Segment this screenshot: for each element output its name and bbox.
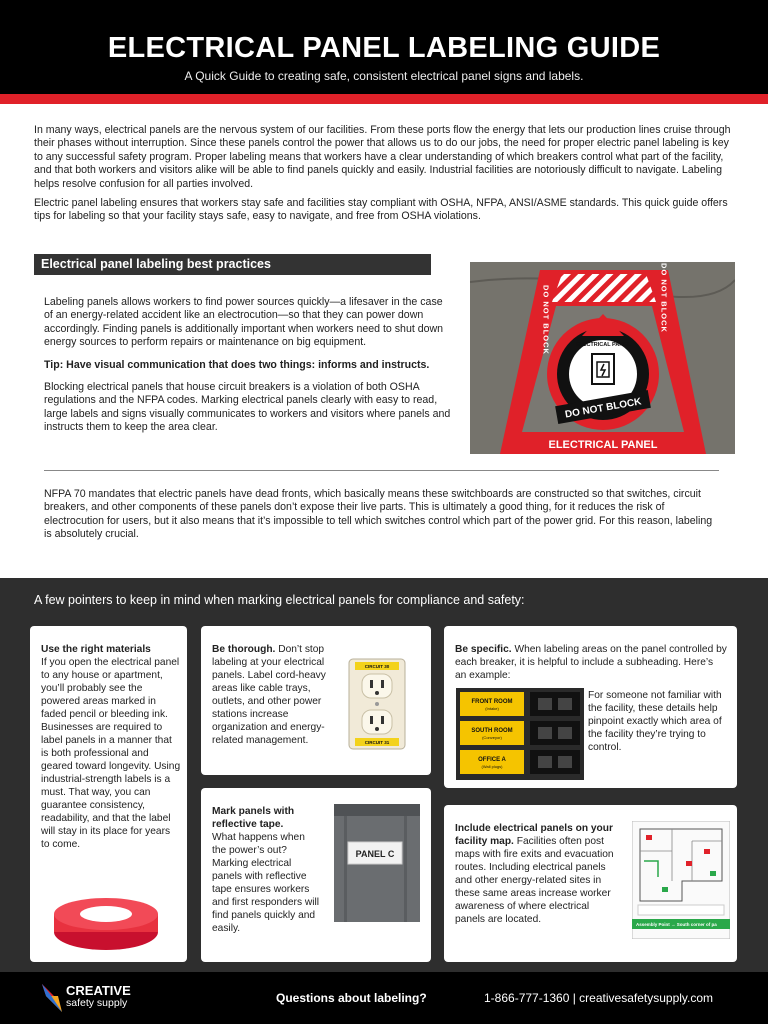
card-reflective-tape [201, 788, 431, 962]
card-heading: Include electrical panels on your facility map. [455, 823, 613, 847]
card-body: If you open the electrical panel to any house or apartment, you’ll probably see the powered areas marked in faded pencil or bleeding ink. Businesses are required to label panels in a manner that is both professional and geared toward longevity. Using industrial-strength labels is a must. That way, you can guarantee consistency, readability, and that the label will stay in its place for years to come. [41, 657, 181, 850]
logo-line-1: CREATIVE [66, 983, 131, 998]
outlet-label-top: CIRCUIT 30 [364, 664, 390, 669]
card-facility-map [444, 805, 737, 962]
facility-map-image [632, 821, 730, 939]
floor-sign-side-left: DO NOT BLOCK [541, 285, 551, 355]
footer-contact[interactable]: 1-866-777-1360 | creativesafetysupply.com [484, 991, 714, 1005]
section-divider [44, 470, 719, 471]
card-heading: Be thorough. [212, 644, 276, 655]
panel-c-image [334, 804, 420, 922]
floor-sign-circle-label: ELECTRICAL PANEL [575, 342, 631, 348]
best-practices-tip: Tip: Have visual communication that does two things: informs and instructs. [44, 358, 430, 371]
intro-section [34, 124, 734, 230]
intro-paragraph-2: Electric panel labeling ensures that workers stay safe and facilities stay compliant with OSHA, NFPA, ANSI/ASME standards. This quick guide offers tips for labeling so that your facility stays safe, easy to navigate, and free from OSHA violations. [34, 197, 728, 223]
card-heading: Use the right materials [41, 644, 151, 655]
svg-text:(Intake): (Intake) [485, 706, 499, 711]
outlet-label-bottom: CIRCUIT 31 [364, 740, 390, 745]
intro-paragraph-1: In many ways, electrical panels are the nervous system of our facilities. From these ports flow the energy that lets our production lines cruise through their phases without interruption. Since these panels control the power that allows us to do our jobs, the need for proper electric panel labeling is key to any successful safety program. Proper labeling means that workers have a clear understanding of which breakers control what part of the facility, and that both workers and visitors alike will be able to find panels quickly and easily. Industrial facilities are notoriously difficult to navigate. Labeling helps resolve confusion for all parties involved. [34, 124, 731, 190]
svg-text:OFFICE A: OFFICE A [478, 757, 506, 763]
floor-sign-bottom-label: ELECTRICAL PANEL [548, 439, 658, 451]
best-practices-body [44, 296, 454, 444]
floor-sign-banner: DO NOT BLOCK [564, 396, 643, 421]
red-accent-bar [0, 94, 768, 104]
nfpa-paragraph: NFPA 70 mandates that electric panels have dead fronts, which basically means these switchboards are constructed so that switches, circuit breakers, and other components of these panels don’t expose their live parts. This is ultimately a good thing, for it reduces the risk of electrocution for users, but it also means that it’s impossible to tell which switches control which part of the power grid. For this reason, labeling is absolutely crucial. [44, 488, 713, 541]
reflective-tape-roll-image [52, 896, 160, 954]
pointers-heading: A few pointers to keep in mind when marking electrical panels for compliance and safety: [34, 593, 525, 607]
card-be-thorough [201, 626, 431, 775]
card-body: When labeling areas on the panel controlled by each breaker, it is helpful to include a subheading. Here’s an example: [455, 644, 727, 681]
panel-c-label: PANEL C [355, 849, 395, 859]
breaker-labels-image [456, 688, 584, 780]
outlet-image [348, 658, 406, 750]
creative-safety-supply-logo-icon [40, 982, 64, 1014]
floor-sign-side-right: DO NOT BLOCK [659, 263, 669, 333]
footer-logo[interactable] [66, 984, 131, 1009]
svg-text:FRONT ROOM: FRONT ROOM [471, 699, 513, 705]
map-assembly-banner: Assembly Point → South corner of pa [636, 922, 717, 927]
logo-line-2: safety supply [66, 997, 128, 1009]
floor-sign-photo [470, 262, 735, 454]
card-heading: Mark panels with reflective tape. [212, 806, 295, 830]
card-body: Don’t stop labeling at your electrical panels. Label cord-heavy areas like cable trays, outlets, and other power stations increase organization and energy-related management. [212, 644, 326, 746]
card-side-note: For someone not familiar with the facility, these details help pinpoint exactly which area of the facility they’re trying to control. [588, 690, 722, 753]
svg-text:SOUTH ROOM: SOUTH ROOM [471, 728, 513, 734]
card-body: What happens when the power’s out? Marking electrical panels with reflective tape ensures workers and first responders will find panels quickly and easily. [212, 832, 320, 934]
best-practices-paragraph-2: Blocking electrical panels that house circuit breakers is a violation of both OSHA regulations and the NFPA codes. Marking electrical panels clearly with easy to read, large labels and signs visually communicates to workers and visitors where panels and instructs them to keep the area clear. [44, 381, 451, 434]
best-practices-heading: Electrical panel labeling best practices [34, 254, 431, 275]
best-practices-paragraph-1: Labeling panels allows workers to find power sources quickly—a lifesaver in the case of an energy-related accident like an electrocution—so that they can power down accordingly. Finding panels is additionally important when workers need to shut down energy sources to perform repairs or maintenance on big equipment. [44, 296, 444, 349]
breaker-label-1 [460, 692, 524, 716]
footer-question: Questions about labeling? [276, 991, 427, 1005]
card-heading: Be specific. [455, 644, 512, 655]
card-body: Facilities often post maps with fire exits and evacuation routes. Including electrical panels and other energy-related sites in these same areas increase worker awareness of where electrical panels are located. [455, 836, 614, 925]
card-be-specific [444, 626, 737, 788]
breaker-label-3 [460, 750, 524, 774]
page-subtitle: A Quick Guide to creating safe, consistent electrical panel signs and labels. [184, 69, 584, 83]
svg-text:(Conveyor): (Conveyor) [482, 735, 502, 740]
breaker-label-2 [460, 721, 524, 745]
card-right-materials [30, 626, 187, 962]
svg-text:(Wall plugs): (Wall plugs) [481, 764, 503, 769]
page-title: ELECTRICAL PANEL LABELING GUIDE [107, 32, 661, 64]
floor-sign-illustration [470, 262, 735, 454]
header-banner [0, 0, 768, 94]
